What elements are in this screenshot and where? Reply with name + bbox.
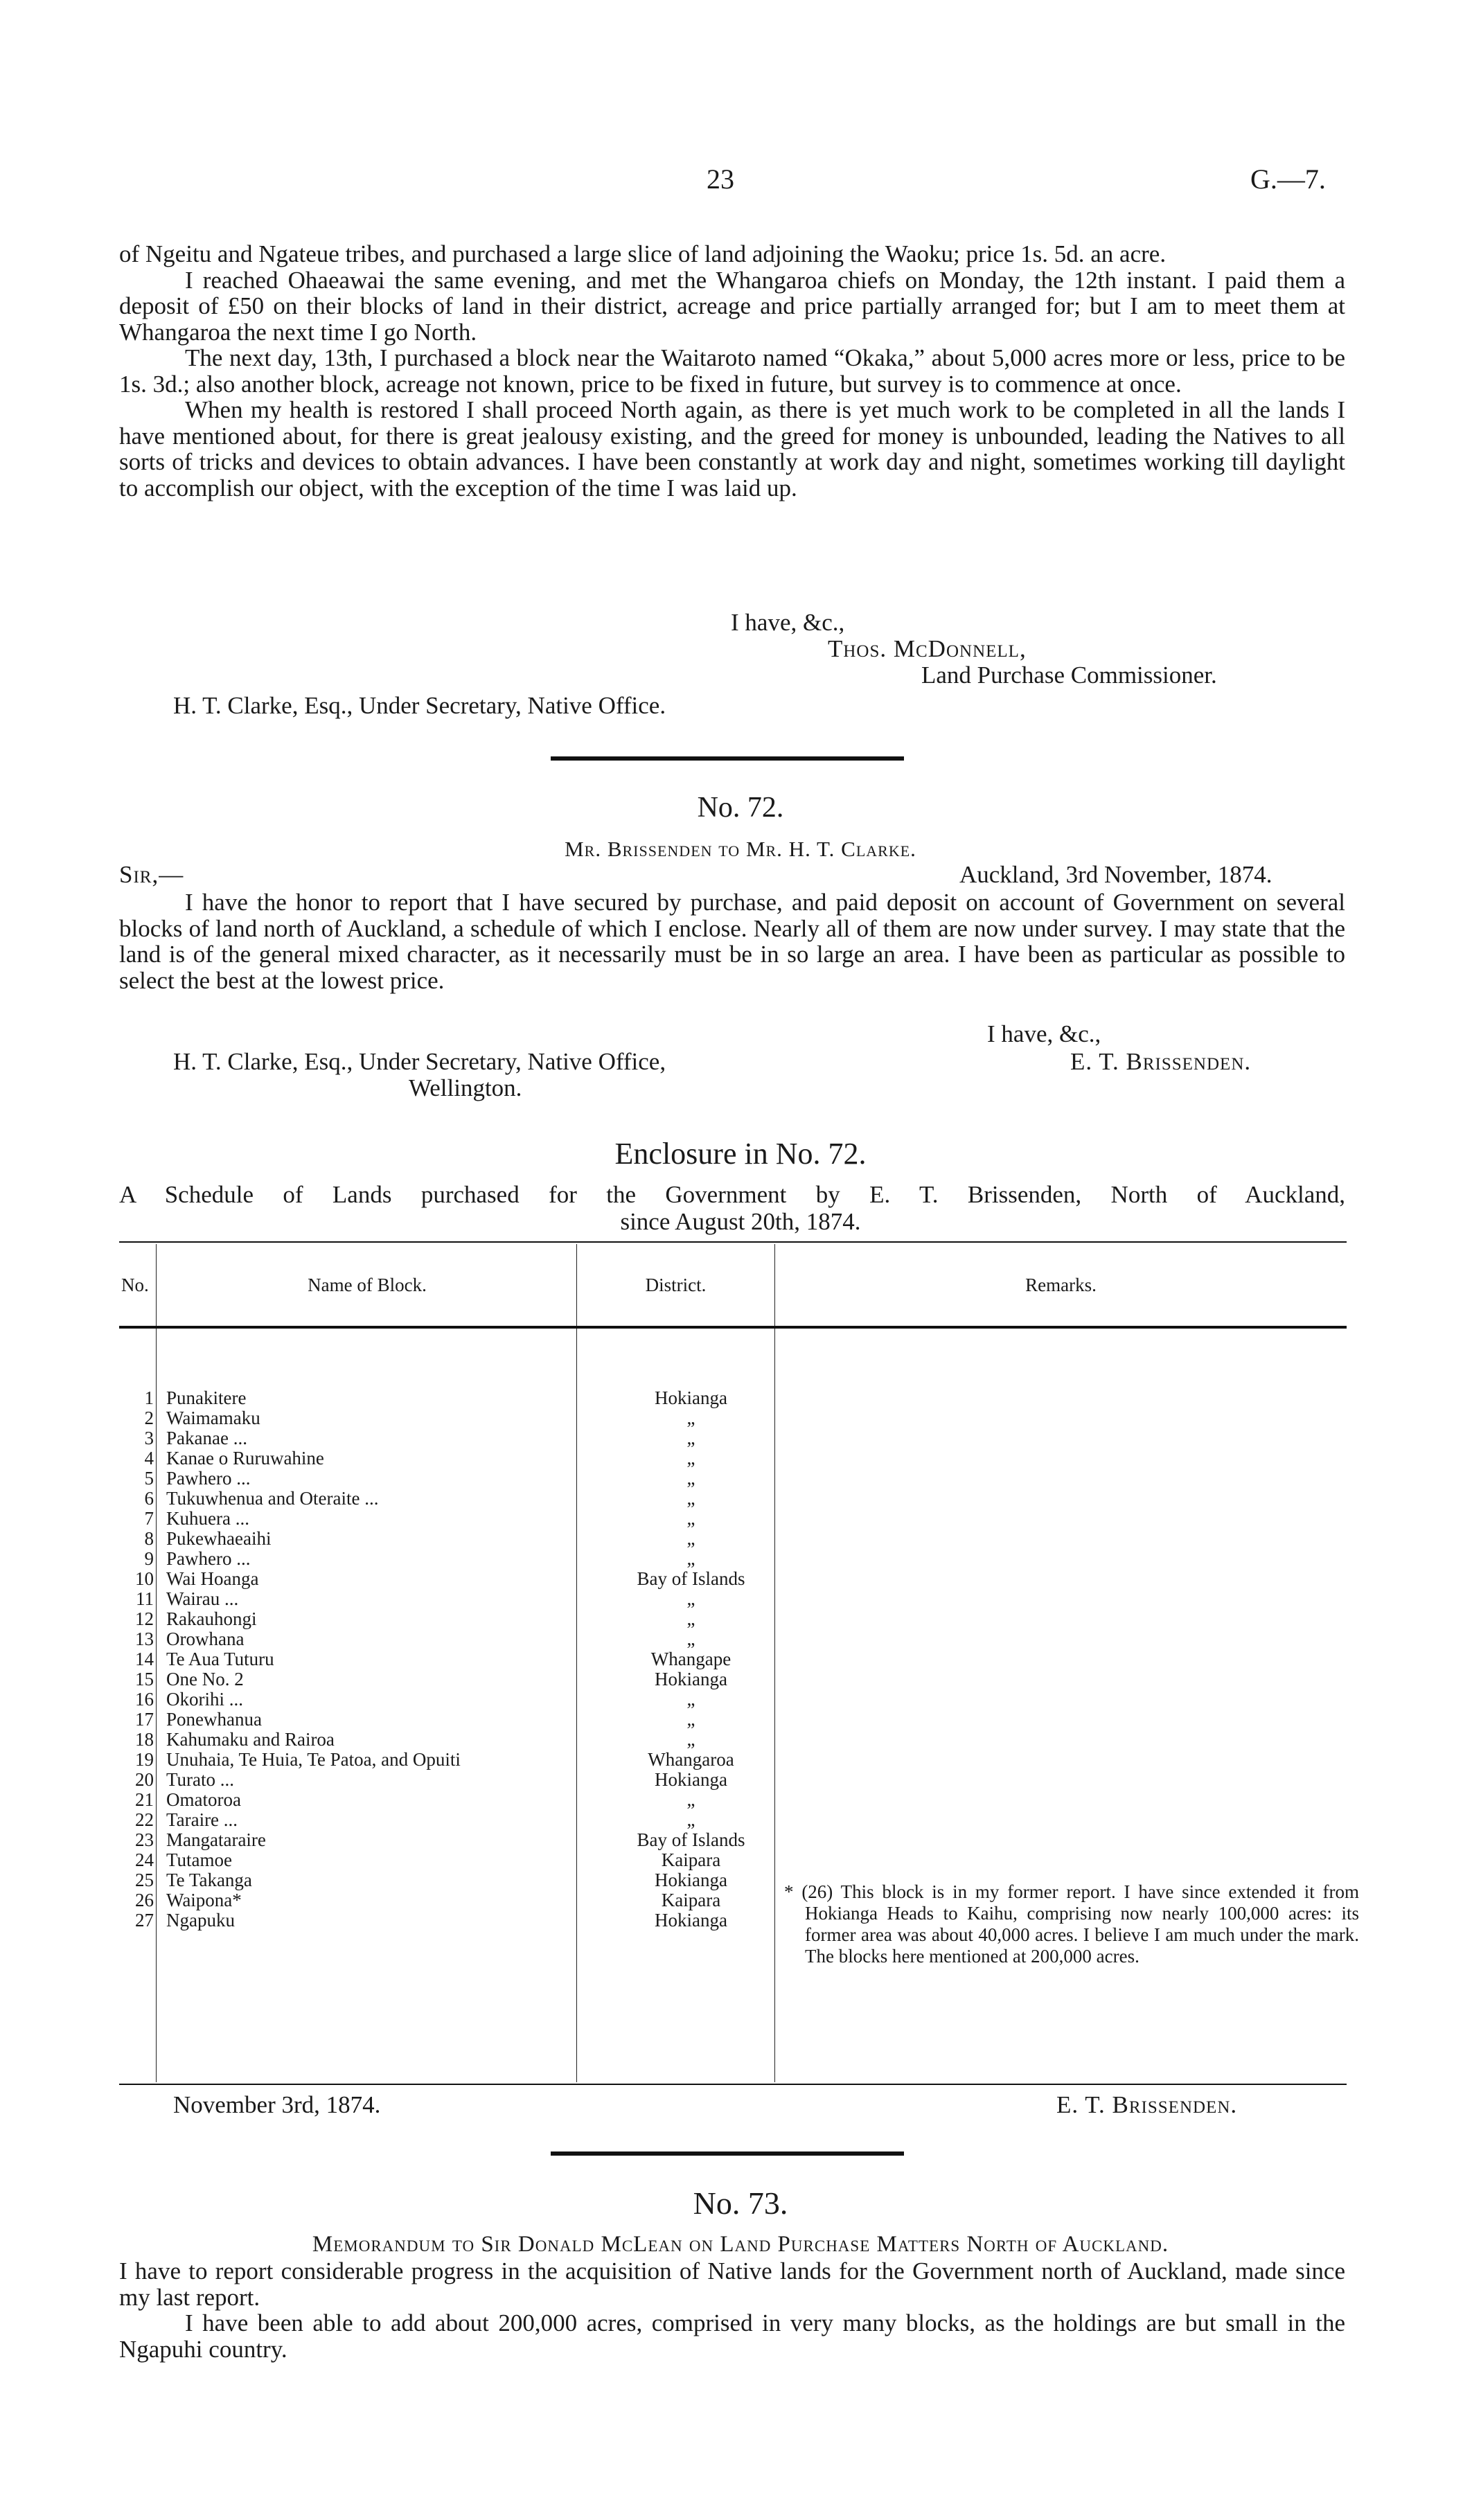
block-number: 23 [135, 1829, 154, 1850]
block-name: Te Aua Tuturu [166, 1649, 274, 1669]
block-name: Waipona* [166, 1890, 242, 1910]
block-name: Ngapuku [166, 1910, 235, 1931]
table-row [111, 1689, 1344, 1710]
memo-body [119, 2258, 1345, 2362]
table-row [111, 1850, 1344, 1870]
block-district: Hokianga [655, 1669, 727, 1689]
paragraph: I have been able to add about 200,000 acres, comprised in very many blocks, as the holdings are but small in the Ngapuhi country. [119, 2309, 1345, 2363]
block-number: 17 [135, 1709, 154, 1730]
block-name: Kahumaku and Rairoa [166, 1730, 335, 1750]
block-name: Orowhana [166, 1629, 245, 1649]
block-number: 25 [135, 1870, 154, 1890]
block-name: Punakitere [166, 1388, 247, 1408]
table-row [111, 1830, 1344, 1850]
block-number: 3 [144, 1428, 154, 1448]
column-header-district: District. [645, 1275, 707, 1295]
table-row [111, 1408, 1344, 1428]
block-district: Hokianga [655, 1910, 727, 1931]
block-district: „ [686, 1508, 695, 1529]
block-district: „ [686, 1729, 695, 1750]
block-district: „ [686, 1629, 695, 1649]
table-row [111, 1609, 1344, 1629]
block-number: 16 [135, 1689, 154, 1710]
block-name: Te Takanga [166, 1870, 252, 1890]
block-district: „ [686, 1548, 695, 1569]
table-top-rule [119, 1241, 1347, 1243]
block-name: Kanae o Ruruwahine [166, 1448, 324, 1468]
block-district: „ [686, 1528, 695, 1549]
block-name: Pukewhaeaihi [166, 1529, 272, 1549]
block-district: „ [686, 1428, 695, 1448]
block-name: Mangataraire [166, 1830, 266, 1850]
section-divider [551, 756, 904, 761]
remark-note: * (26) This block is in my former report. I have since extended it from Hokianga Heads to Kaihu, comprising now nearly 100,000 acres: its former area was about 40,000 acres. I believe I am much under the mark. The blocks here mentioned at 200,000 acres. [784, 1881, 1359, 1967]
block-number: 4 [144, 1448, 154, 1468]
block-name: Ponewhanua [166, 1710, 262, 1730]
document-reference: G.—7. [1250, 163, 1326, 195]
block-name: One No. 2 [166, 1669, 244, 1689]
block-number: 27 [135, 1910, 154, 1931]
closing: I have, &c., [987, 1020, 1101, 1047]
block-name: Okorihi ... [166, 1689, 243, 1710]
paragraph: of Ngeitu and Ngateue tribes, and purchased a large slice of land adjoining the Waoku; price 1s. 5d. an acre. [119, 240, 1167, 267]
block-name: Kuhuera ... [166, 1509, 249, 1529]
schedule-caption [119, 1182, 1345, 1208]
letter-subtitle: Mr. Brissenden to Mr. H. T. Clarke. [565, 837, 916, 861]
column-header-no: No. [121, 1275, 149, 1295]
block-district: Bay of Islands [637, 1829, 745, 1850]
paragraph: When my health is restored I shall proceed North again, as there is yet much work to be completed in all the lands I have mentioned about, for there is great jealousy existing, and the greed for money is unbounded, leading the Natives to all sorts of tricks and devices to obtain advances. I have been constantly at work day and night, sometimes working till daylight to accomplish our object, with the exception of the time I was laid up. [119, 396, 1345, 502]
addressee-line: Wellington. [409, 1074, 522, 1101]
table-header-rule [119, 1326, 1347, 1329]
block-district: Bay of Islands [637, 1568, 745, 1589]
schedule-caption-line: since August 20th, 1874. [620, 1208, 861, 1235]
block-district: „ [686, 1588, 695, 1609]
table-row [111, 1710, 1344, 1730]
block-name: Wai Hoanga [166, 1569, 259, 1589]
block-number: 19 [135, 1749, 154, 1770]
block-number: 12 [135, 1608, 154, 1629]
table-row [111, 1810, 1344, 1830]
block-number: 7 [144, 1508, 154, 1529]
block-district: Kaipara [661, 1849, 721, 1870]
block-name: Pakanae ... [166, 1428, 247, 1448]
addressee-line: H. T. Clarke, Esq., Under Secretary, Native Office, [173, 1048, 666, 1075]
block-number: 9 [144, 1548, 154, 1569]
block-district: Kaipara [661, 1890, 721, 1910]
memo-subtitle: Memorandum to Sir Donald McLean on Land Purchase Matters North of Auckland. [312, 2232, 1169, 2257]
table-row [111, 1529, 1344, 1549]
table-row [111, 1589, 1344, 1609]
table-row [111, 1569, 1344, 1589]
enclosure-title: Enclosure in No. 72. [614, 1137, 867, 1171]
signer-title: Land Purchase Commissioner. [921, 662, 1217, 689]
block-number: 11 [136, 1588, 154, 1609]
block-district: „ [686, 1689, 695, 1710]
block-district: „ [686, 1448, 695, 1468]
table-row [111, 1730, 1344, 1750]
block-district: Whangape [650, 1649, 731, 1669]
schedule-signer: E. T. Brissenden. [1056, 2091, 1238, 2118]
block-number: 2 [144, 1408, 154, 1428]
block-name: Turato ... [166, 1770, 235, 1790]
table-row [111, 1750, 1344, 1770]
column-header-name: Name of Block. [308, 1275, 427, 1295]
block-number: 15 [135, 1669, 154, 1689]
block-district: „ [686, 1488, 695, 1509]
addressee: H. T. Clarke, Esq., Under Secretary, Native Office. [173, 692, 666, 719]
signer-name: E. T. Brissenden. [1070, 1048, 1252, 1075]
block-name: Rakauhongi [166, 1609, 257, 1629]
block-number: 21 [135, 1789, 154, 1810]
block-district: „ [686, 1408, 695, 1428]
column-header-remarks: Remarks. [1025, 1275, 1097, 1295]
block-number: 24 [135, 1849, 154, 1870]
paragraph: The next day, 13th, I purchased a block near the Waitaroto named “Okaka,” about 5,000 acres more or less, price to be 1s. 3d.; also another block, acreage not known, price to be fixed in future, but survey is to commence at once. [119, 344, 1345, 398]
table-row [111, 1448, 1344, 1468]
table-row [111, 1790, 1344, 1810]
block-district: „ [686, 1468, 695, 1489]
block-number: 26 [135, 1890, 154, 1910]
schedule-date: November 3rd, 1874. [173, 2091, 381, 2118]
block-number: 22 [135, 1809, 154, 1830]
block-number: 8 [144, 1528, 154, 1549]
table-row [111, 1489, 1344, 1509]
table-row [111, 1509, 1344, 1529]
closing: I have, &c., [731, 609, 845, 636]
section-divider [551, 2151, 904, 2156]
block-number: 10 [135, 1568, 154, 1589]
memo-number: No. 73. [693, 2185, 788, 2221]
block-district: „ [686, 1709, 695, 1730]
paragraph: I reached Ohaeawai the same evening, and met the Whangaroa chiefs on Monday, the 12th instant. I paid them a deposit of £50 on their blocks of land in their district, acreage and price partially arranged for; but I am to meet them at Whangaroa the next time I go North. [119, 266, 1345, 346]
block-district: „ [686, 1809, 695, 1830]
block-district: „ [686, 1608, 695, 1629]
block-number: 18 [135, 1729, 154, 1750]
schedule-caption-line: A Schedule of Lands purchased for the Government by E. T. Brissenden, North of Auckland, [119, 1181, 1345, 1208]
table-row [111, 1629, 1344, 1649]
block-district: Hokianga [655, 1870, 727, 1890]
paragraph: I have to report considerable progress in the acquisition of Native lands for the Government north of Auckland, made since my last report. [119, 2257, 1345, 2311]
block-district: „ [686, 1789, 695, 1810]
letter-body [119, 889, 1345, 993]
opening-paragraphs [119, 241, 1345, 501]
table-row [111, 1388, 1344, 1408]
block-name: Pawhero ... [166, 1549, 251, 1569]
block-district: Hokianga [655, 1769, 727, 1790]
table-row [111, 1428, 1344, 1448]
salutation: Sir,— [119, 861, 184, 888]
block-number: 20 [135, 1769, 154, 1790]
block-name: Omatoroa [166, 1790, 241, 1810]
table-row [111, 1468, 1344, 1489]
table-row [111, 1669, 1344, 1689]
table-bottom-rule [119, 2084, 1347, 2085]
table-row [111, 1549, 1344, 1569]
letter-number: No. 72. [697, 792, 784, 824]
block-district: Whangaroa [648, 1749, 734, 1770]
place-date: Auckland, 3rd November, 1874. [959, 861, 1272, 888]
block-number: 6 [144, 1488, 154, 1509]
block-number: 5 [144, 1468, 154, 1489]
block-name: Unuhaia, Te Huia, Te Patoa, and Opuiti [166, 1750, 461, 1770]
paragraph: I have the honor to report that I have secured by purchase, and paid deposit on account of Government on several blocks of land north of Auckland, a schedule of which I enclose. Nearly all of them are now under survey. I may state that the land is of the general mixed character, as it necessarily must be in so large an area. I have been as particular as possible to select the best at the lowest price. [119, 889, 1345, 994]
table-row [111, 1649, 1344, 1669]
block-name: Tutamoe [166, 1850, 233, 1870]
block-name: Tukuwhenua and Oteraite ... [166, 1489, 379, 1509]
block-name: Taraire ... [166, 1810, 238, 1830]
block-name: Waimamaku [166, 1408, 260, 1428]
block-number: 13 [135, 1629, 154, 1649]
block-number: 14 [135, 1649, 154, 1669]
block-district: Hokianga [655, 1387, 727, 1408]
block-name: Pawhero ... [166, 1468, 251, 1489]
page-number: 23 [707, 163, 734, 195]
block-name: Wairau ... [166, 1589, 239, 1609]
signer-name: Thos. McDonnell, [828, 635, 1027, 662]
block-number: 1 [144, 1387, 154, 1408]
table-row [111, 1770, 1344, 1790]
